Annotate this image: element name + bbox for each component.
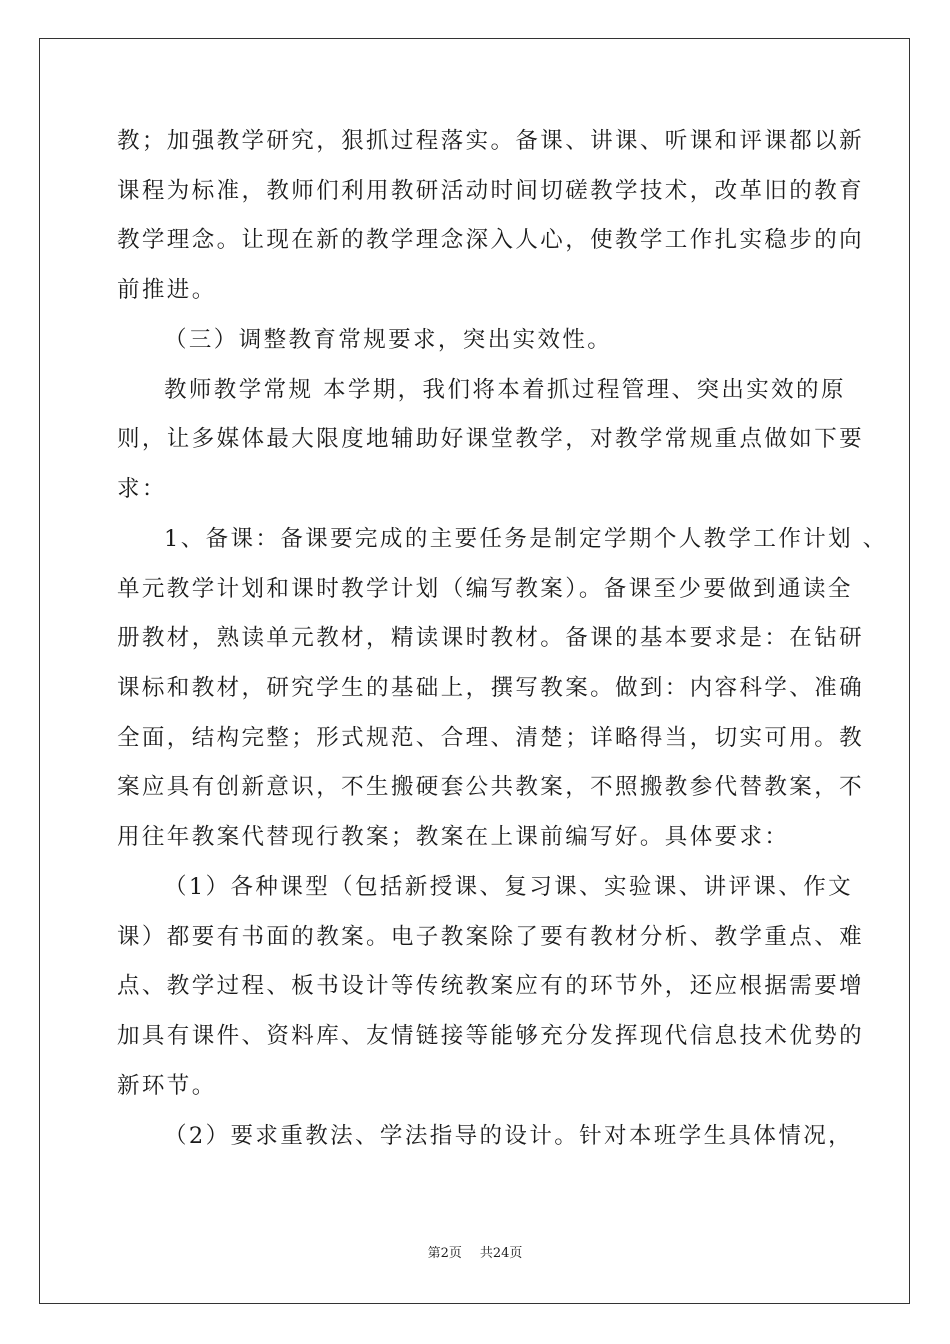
page-total: 共24页 — [479, 1246, 523, 1261]
text-line: 用往年教案代替现行教案；教案在上课前编写好。具体要求： — [117, 824, 790, 850]
text-line: 单元教学计划和课时教学计划（编写教案）。备课至少要做到通读全 — [117, 576, 853, 602]
text-line: 新环节。 — [117, 1073, 217, 1099]
text-line: 加具有课件、资料库、友情链接等能够充分发挥现代信息技术优势的 — [117, 1023, 865, 1049]
section-heading: （三）调整教育常规要求，突出实效性。 — [164, 327, 613, 353]
text-line: 课程为标准，教师们利用教研活动时间切磋教学技术，改革旧的教育 — [117, 178, 865, 204]
text-line: 前推进。 — [117, 277, 217, 303]
text-line: 案应具有创新意识，不生搬硬套公共教案，不照搬教参代替教案，不 — [117, 774, 865, 800]
text-line: 课标和教材，研究学生的基础上，撰写教案。做到：内容科学、准确 — [117, 675, 865, 701]
text-line: 全面，结构完整；形式规范、合理、清楚；详略得当，切实可用。教 — [117, 725, 865, 751]
text-line: 则，让多媒体最大限度地辅助好课堂教学，对教学常规重点做如下要 — [117, 426, 865, 452]
page-number: 第2页 — [427, 1246, 462, 1261]
text-line: 求： — [117, 476, 167, 502]
text-line: 教；加强教学研究，狠抓过程落实。备课、讲课、听课和评课都以新 — [117, 128, 865, 154]
text-line: （2）要求重教法、学法指导的设计。针对本班学生具体情况， — [164, 1123, 854, 1149]
text-line: 1、备课：备课要完成的主要任务是制定学期个人教学工作计划 、 — [164, 526, 888, 552]
text-line: 册教材，熟读单元教材，精读课时教材。备课的基本要求是：在钻研 — [117, 625, 865, 651]
text-line: 课）都要有书面的教案。电子教案除了要有教材分析、教学重点、难 — [117, 924, 865, 950]
page-footer — [0, 1245, 950, 1263]
text-line: （1）各种课型（包括新授课、复习课、实验课、讲评课、作文 — [164, 874, 854, 900]
text-line: 点、教学过程、板书设计等传统教案应有的环节外，还应根据需要增 — [117, 973, 865, 999]
text-line: 教师教学常规 本学期，我们将本着抓过程管理、突出实效的原 — [164, 377, 846, 403]
text-line: 教学理念。让现在新的教学理念深入人心，使教学工作扎实稳步的向 — [117, 227, 865, 253]
